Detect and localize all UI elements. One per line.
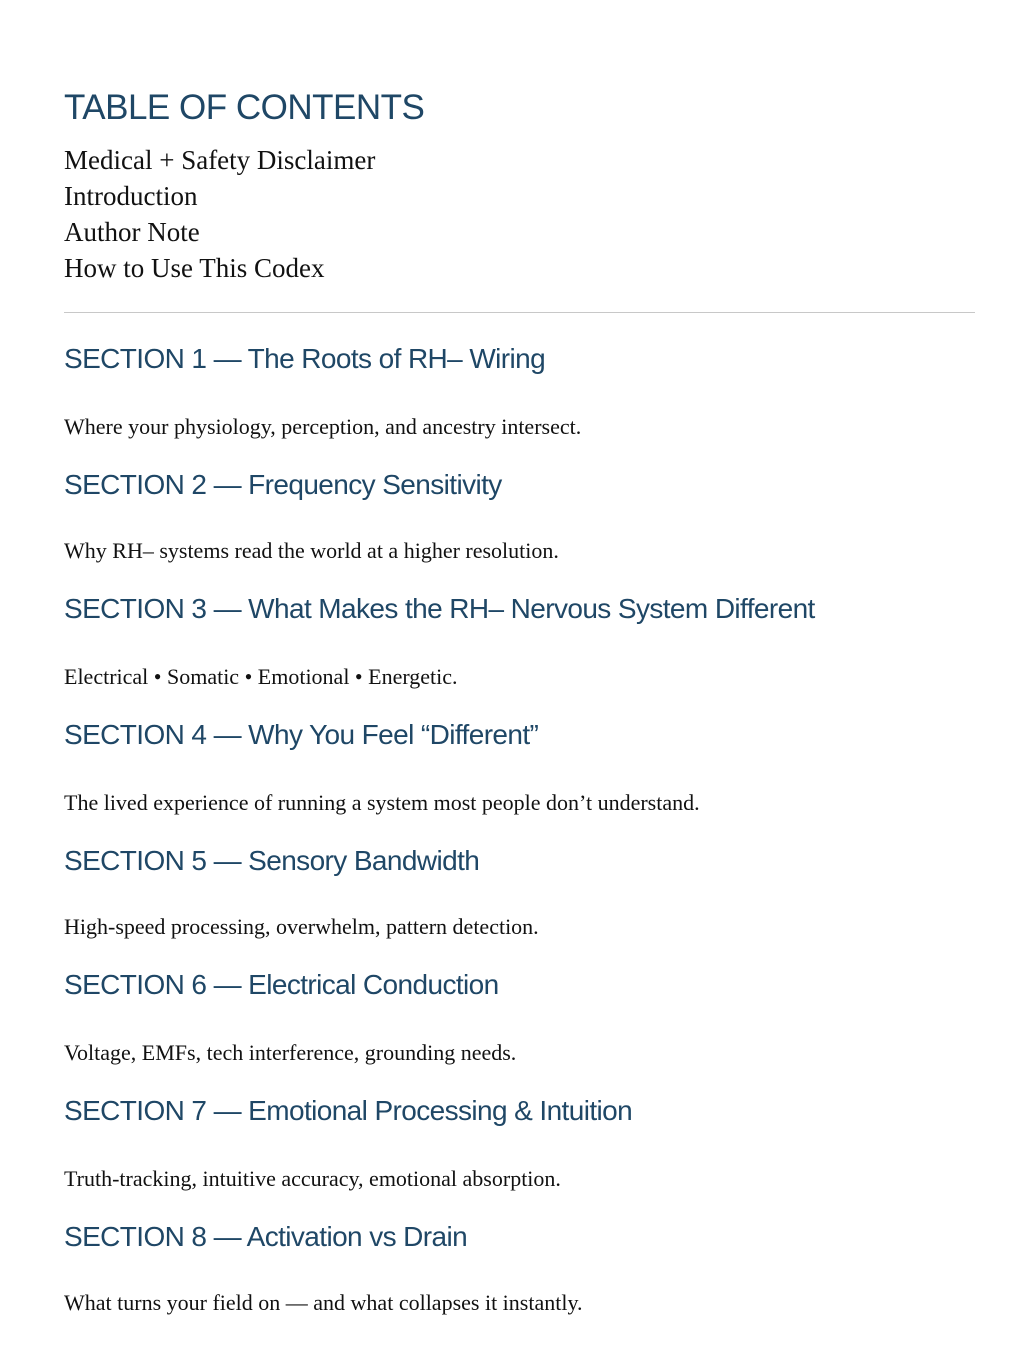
section-2-heading: SECTION 2 — Frequency Sensitivity [64, 469, 502, 500]
section-3-heading: SECTION 3 — What Makes the RH– Nervous System Different [64, 593, 815, 624]
section-2-description: Why RH– systems read the world at a higher resolution. [64, 538, 559, 563]
section-6-heading: SECTION 6 — Electrical Conduction [64, 969, 499, 1000]
horizontal-divider [64, 312, 975, 313]
front-matter-item-how-to-use: How to Use This Codex [64, 253, 325, 283]
front-matter-item-author-note: Author Note [64, 217, 200, 247]
front-matter-item-introduction: Introduction [64, 181, 198, 211]
section-8-description: What turns your field on — and what collapses it instantly. [64, 1290, 583, 1315]
section-5-description: High-speed processing, overwhelm, pattern detection. [64, 914, 539, 939]
section-1-heading: SECTION 1 — The Roots of RH– Wiring [64, 343, 546, 374]
front-matter-list [64, 142, 375, 286]
section-6-description: Voltage, EMFs, tech interference, grounding needs. [64, 1040, 517, 1065]
toc-title: TABLE OF CONTENTS [64, 88, 425, 127]
section-4-heading: SECTION 4 — Why You Feel “Different” [64, 719, 539, 750]
front-matter-item-disclaimer: Medical + Safety Disclaimer [64, 145, 376, 175]
section-1-description: Where your physiology, perception, and ancestry intersect. [64, 414, 582, 439]
section-7-heading: SECTION 7 — Emotional Processing & Intuition [64, 1095, 633, 1126]
section-4-description: The lived experience of running a system most people don’t understand. [64, 790, 700, 815]
section-7-description: Truth-tracking, intuitive accuracy, emotional absorption. [64, 1166, 561, 1191]
section-8-heading: SECTION 8 — Activation vs Drain [64, 1221, 468, 1252]
section-5-heading: SECTION 5 — Sensory Bandwidth [64, 845, 480, 876]
section-3-description: Electrical • Somatic • Emotional • Energetic. [64, 664, 458, 689]
